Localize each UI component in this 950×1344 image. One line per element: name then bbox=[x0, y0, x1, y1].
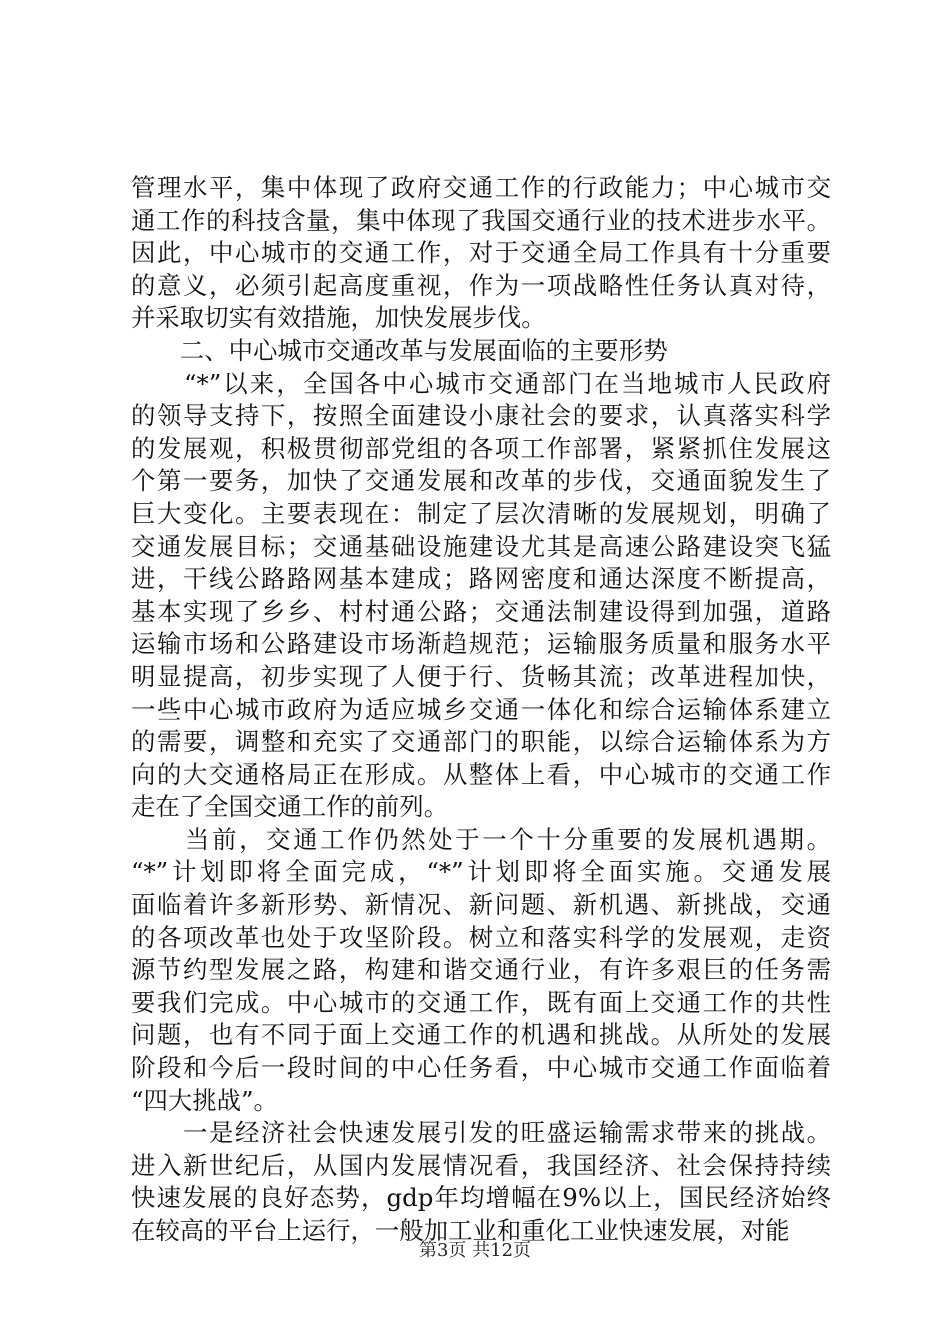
text-line: 运输市场和公路建设市场渐趋规范；运输服务质量和服务水平 bbox=[131, 629, 831, 659]
text-line: 进，干线公路路网基本建成；路网密度和通达深度不断提高， bbox=[131, 564, 831, 594]
text-line: “四大挑战”。 bbox=[131, 1085, 278, 1115]
text-line: 基本实现了乡乡、村村通公路；交通法制建设得到加强，道路 bbox=[131, 596, 831, 626]
text-line: 巨大变化。主要表现在：制定了层次清晰的发展规划，明确了 bbox=[131, 498, 831, 528]
text-line: “*”计划即将全面完成，“*”计划即将全面实施。交通发展 bbox=[131, 857, 831, 887]
text-line: 并采取切实有效措施，加快发展步伐。 bbox=[131, 303, 546, 333]
paragraph-p2 bbox=[131, 335, 831, 368]
text-line: 一是经济社会快速发展引发的旺盛运输需求带来的挑战。 bbox=[131, 1118, 831, 1148]
paragraph-p5 bbox=[131, 1117, 831, 1247]
text-line: 向的大交通格局正在形成。从整体上看，中心城市的交通工作 bbox=[131, 759, 831, 789]
text-line: 的需要，调整和充实了交通部门的职能，以综合运输体系为方 bbox=[131, 727, 831, 757]
text-line: 源节约型发展之路，构建和谐交通行业，有许多艰巨的任务需 bbox=[131, 955, 831, 985]
text-line: 当前，交通工作仍然处于一个十分重要的发展机遇期。 bbox=[131, 824, 831, 854]
text-line: 的领导支持下，按照全面建设小康社会的要求，认真落实科学 bbox=[131, 401, 831, 431]
text-line: 个第一要务，加快了交通发展和改革的步伐，交通面貌发生了 bbox=[131, 466, 831, 496]
text-line: 的意义，必须引起高度重视，作为一项战略性任务认真对待， bbox=[131, 270, 831, 300]
paragraph-p3 bbox=[131, 368, 831, 824]
text-line: “*”以来，全国各中心城市交通部门在当地城市人民政府 bbox=[131, 368, 831, 398]
text-line: 因此，中心城市的交通工作，对于交通全局工作具有十分重要 bbox=[131, 238, 831, 268]
text-line: 管理水平，集中体现了政府交通工作的行政能力；中心城市交 bbox=[131, 173, 831, 202]
text-line: 的各项改革也处于攻坚阶段。树立和落实科学的发展观，走资 bbox=[131, 922, 831, 952]
text-line: 交通发展目标；交通基础设施建设尤其是高速公路建设突飞猛 bbox=[131, 531, 831, 561]
text-line: 在较高的平台上运行，一般加工业和重化工业快速发展，对能 bbox=[131, 1216, 790, 1245]
text-line: 要我们完成。中心城市的交通工作，既有面上交通工作的共性 bbox=[131, 987, 831, 1017]
body-text bbox=[131, 172, 831, 1248]
text-line: 阶段和今后一段时间的中心任务看，中心城市交通工作面临着 bbox=[131, 1053, 831, 1083]
text-line: 进入新世纪后，从国内发展情况看，我国经济、社会保持持续 bbox=[131, 1150, 831, 1180]
text-line: 通工作的科技含量，集中体现了我国交通行业的技术进步水平。 bbox=[131, 205, 831, 235]
text-line: 走在了全国交通工作的前列。 bbox=[131, 792, 449, 822]
text-line: 二、中心城市交通改革与发展面临的主要形势 bbox=[131, 335, 668, 365]
paragraph-p1 bbox=[131, 172, 831, 335]
text-line: 问题，也有不同于面上交通工作的机遇和挑战。从所处的发展 bbox=[131, 1020, 831, 1050]
text-line: 一些中心城市政府为适应城乡交通一体化和综合运输体系建立 bbox=[131, 694, 831, 724]
text-line: 快速发展的良好态势，gdp年均增幅在9%以上，国民经济始终 bbox=[131, 1183, 831, 1213]
text-line: 明显提高，初步实现了人便于行、货畅其流；改革进程加快， bbox=[131, 661, 831, 691]
text-line: 的发展观，积极贯彻部党组的各项工作部署，紧紧抓住发展这 bbox=[131, 433, 831, 463]
paragraph-p4 bbox=[131, 824, 831, 1117]
page-footer: 第3页 共12页 bbox=[418, 1240, 532, 1261]
text-line: 面临着许多新形势、新情况、新问题、新机遇、新挑战，交通 bbox=[131, 890, 831, 920]
